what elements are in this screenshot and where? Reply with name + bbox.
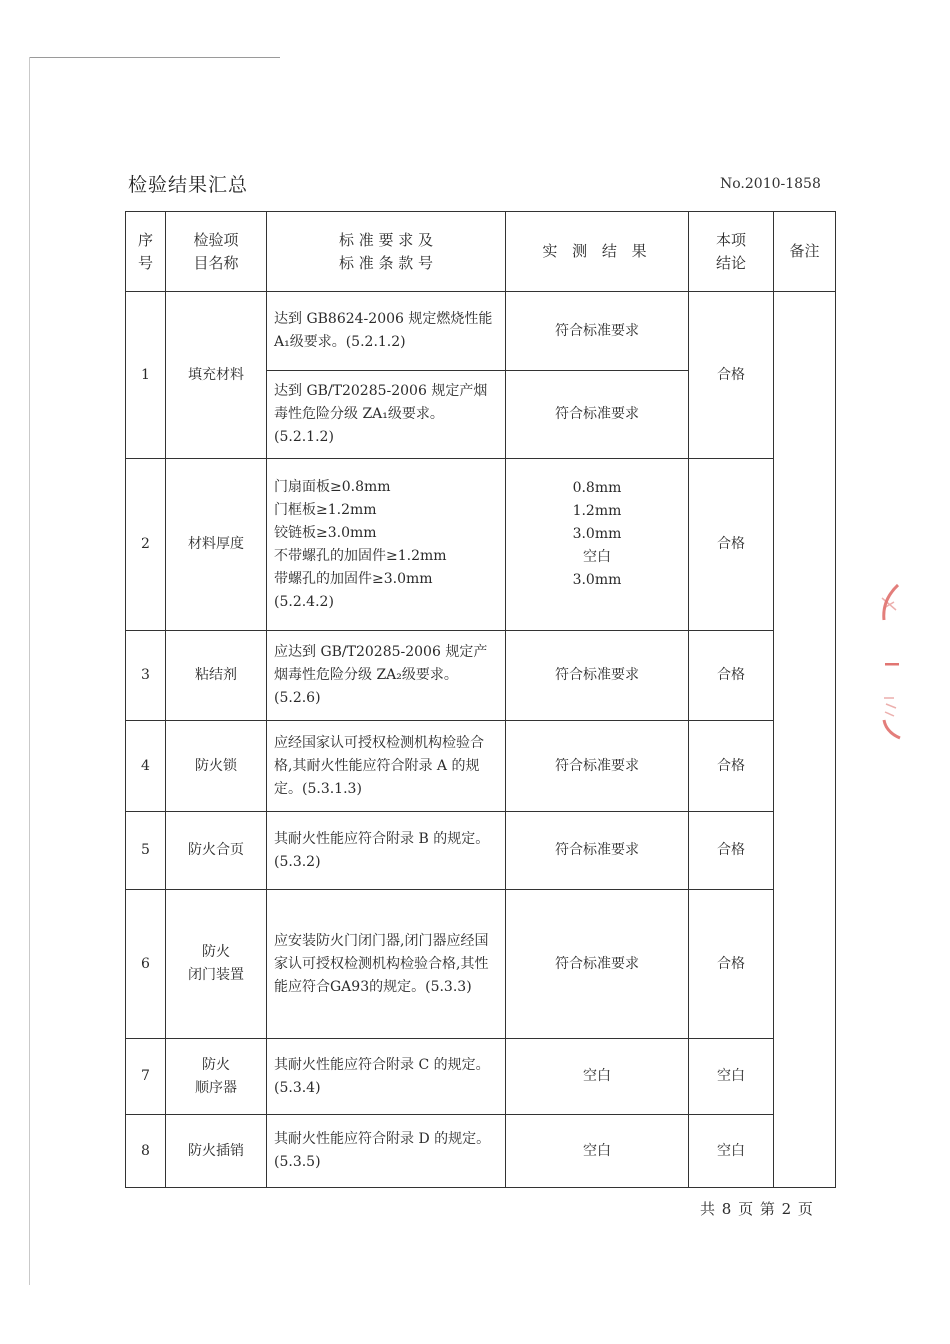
table-row — [126, 890, 836, 1039]
report-number: No.2010-1858 — [720, 176, 821, 192]
cell-seq: 6 — [126, 890, 166, 1039]
cell-conclusion: 合格 — [689, 292, 774, 459]
cell-requirement: 达到 GB/T20285-2006 规定产烟毒性危险分级 ZA₁级要求。(5.2.1.2) — [267, 371, 506, 459]
cell-requirement: 其耐火性能应符合附录 C 的规定。(5.3.4) — [267, 1039, 506, 1115]
cell-item: 粘结剂 — [166, 631, 267, 721]
inspection-results-table — [125, 211, 836, 1188]
cell-conclusion: 合格 — [689, 721, 774, 812]
cell-item: 防火插销 — [166, 1115, 267, 1188]
header-remark: 备注 — [774, 212, 836, 292]
cell-seq: 3 — [126, 631, 166, 721]
cell-result: 空白 — [506, 1115, 689, 1188]
cell-result: 符合标准要求 — [506, 721, 689, 812]
cell-requirement: 应安装防火门闭门器,闭门器应经国家认可授权检测机构检验合格,其性能应符合GA93的规定。(5.3.3) — [267, 890, 506, 1039]
cell-remark — [774, 292, 836, 1188]
cell-requirement: 达到 GB8624-2006 规定燃烧性能 A₁级要求。(5.2.1.2) — [267, 292, 506, 371]
cell-seq: 2 — [126, 459, 166, 631]
cell-conclusion: 空白 — [689, 1039, 774, 1115]
cell-result: 符合标准要求 — [506, 371, 689, 459]
cell-seq: 4 — [126, 721, 166, 812]
cell-seq: 8 — [126, 1115, 166, 1188]
table-row — [126, 459, 836, 631]
cell-conclusion: 合格 — [689, 459, 774, 631]
cell-requirement: 门扇面板≥0.8mm 门框板≥1.2mm 铰链板≥3.0mm 不带螺孔的加固件≥1.2mm 带螺孔的加固件≥3.0mm (5.2.4.2) — [267, 459, 506, 631]
cell-result: 0.8mm 1.2mm 3.0mm 空白 3.0mm — [506, 459, 689, 631]
table-row — [126, 721, 836, 812]
cell-conclusion: 空白 — [689, 1115, 774, 1188]
cell-conclusion: 合格 — [689, 631, 774, 721]
cell-seq: 5 — [126, 812, 166, 890]
table-row — [126, 292, 836, 371]
cell-item: 材料厚度 — [166, 459, 267, 631]
cell-requirement: 其耐火性能应符合附录 D 的规定。(5.3.5) — [267, 1115, 506, 1188]
cell-result: 符合标准要求 — [506, 890, 689, 1039]
cell-item: 填充材料 — [166, 292, 267, 459]
cell-item: 防火 顺序器 — [166, 1039, 267, 1115]
header-standard: 标 准 要 求 及 标 准 条 款 号 — [267, 212, 506, 292]
header-seq: 序 号 — [126, 212, 166, 292]
cell-result: 符合标准要求 — [506, 631, 689, 721]
table-row — [126, 1115, 836, 1188]
cell-conclusion: 合格 — [689, 812, 774, 890]
cell-result: 符合标准要求 — [506, 812, 689, 890]
table-row — [126, 631, 836, 721]
header-result: 实 测 结 果 — [506, 212, 689, 292]
cell-requirement: 应达到 GB/T20285-2006 规定产烟毒性危险分级 ZA₂级要求。(5.2.6) — [267, 631, 506, 721]
header-item: 检验项 目名称 — [166, 212, 267, 292]
scan-border-left — [29, 57, 30, 1285]
table-row — [126, 1039, 836, 1115]
cell-item: 防火合页 — [166, 812, 267, 890]
cell-seq: 1 — [126, 292, 166, 459]
cell-conclusion: 合格 — [689, 890, 774, 1039]
cell-requirement: 应经国家认可授权检测机构检验合格,其耐火性能应符合附录 A 的规定。(5.3.1.3) — [267, 721, 506, 812]
page-title: 检验结果汇总 — [128, 174, 249, 196]
cell-result: 空白 — [506, 1039, 689, 1115]
cell-result: 符合标准要求 — [506, 292, 689, 371]
cell-requirement: 其耐火性能应符合附录 B 的规定。(5.3.2) — [267, 812, 506, 890]
table-row — [126, 812, 836, 890]
cell-item: 防火 闭门装置 — [166, 890, 267, 1039]
red-seal-stamp-fragment — [876, 580, 902, 740]
scan-border-top — [30, 57, 280, 58]
table-header-row — [126, 212, 836, 292]
page-number: 共 8 页 第 2 页 — [700, 1200, 814, 1218]
header-conclusion: 本项 结论 — [689, 212, 774, 292]
cell-seq: 7 — [126, 1039, 166, 1115]
cell-item: 防火锁 — [166, 721, 267, 812]
